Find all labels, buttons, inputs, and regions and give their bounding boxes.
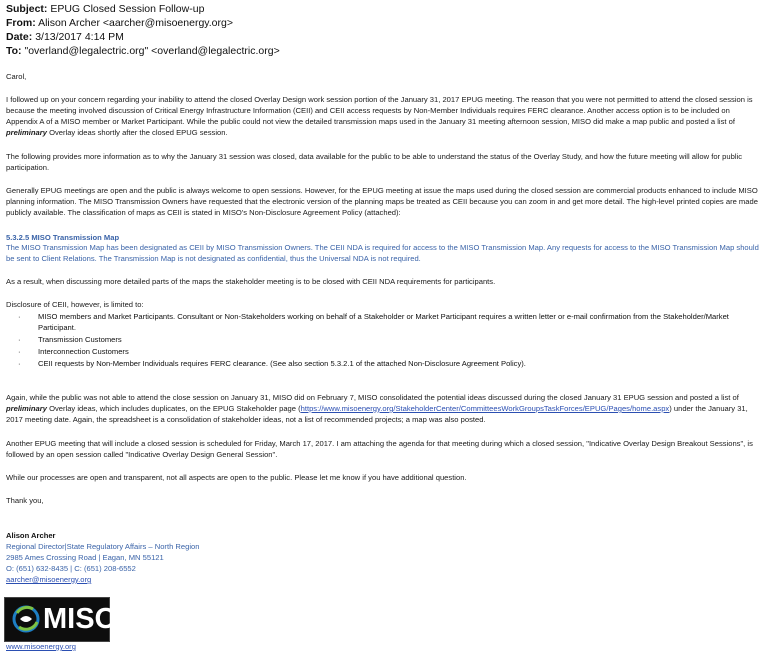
signature-address: 2985 Ames Crossing Road | Eagan, MN 55121 [6,553,164,562]
bullet-marker: · [18,312,21,321]
paragraph-1-emphasis: preliminary [6,127,47,137]
paragraph-2: The following provides more information as to why the January 31 session was closed, data available for the public to be able to understand the status of the Overlay Study, and how the future meeting will allow for public participation. [6,152,743,172]
paragraph-1-text-b: Overlay ideas shortly after the closed EPUG session. [46,127,228,137]
bullet-text: Interconnection Customers [38,347,129,356]
bullet-marker: · [18,335,21,344]
to-line [6,45,280,57]
paragraph-6-emphasis: preliminary [6,403,47,413]
website-link[interactable]: www.misoenergy.org [6,642,76,651]
paragraph-6-text-b: Overlay ideas, which includes duplicates, on the EPUG Stakeholder page ( [46,403,301,413]
section-quote: The MISO Transmission Map has been designated as CEII by MISO Transmission Owners. The CEII NDA is required for access to the MISO Transmission Map. Any requests for access to the MISO Transmission Map should be sent to Client Relations. The Transmission Map is not designated as confidential, thus the Universal NDA is not required. [6,243,759,263]
paragraph-8: While our processes are open and transparent, not all aspects are open to the public. Please let me know if you have additional question. [6,473,467,482]
bullet-marker: · [18,347,21,356]
signature-phone: O: (651) 632-8435 | C: (651) 208-6552 [6,564,136,573]
paragraph-3: Generally EPUG meetings are open and the public is always welcome to open sessions. However, for the EPUG meeting at issue the maps used during the closed session are commercial products enhanced to include MISO planning information. The MISO Transmission Owners have requested that the electronic version of the planning maps be treated as CEII because you can zoom in and get more detail. The high-level printed copies are made publicly available. The classification of maps as CEII is stated in MISO's Non-Disclosure Agreement Policy (attached): [6,186,758,217]
to-value: "overland@legalectric.org" <overland@legalectric.org> [24,45,280,57]
salutation: Carol, [6,72,27,81]
date-line [6,31,124,43]
signature-name: Alison Archer [6,531,56,540]
paragraph-4: As a result, when discussing more detailed parts of the maps the stakeholder meeting is to be closed with CEII NDA requirements for participants. [6,277,496,286]
subject-label: Subject: [6,3,48,15]
signature-email[interactable] [6,575,91,586]
to-label: To: [6,45,22,57]
from-line [6,17,233,29]
miso-logo-mark-icon [11,604,41,634]
website[interactable] [6,642,76,651]
subject-line [6,3,204,15]
bullet-text: Transmission Customers [38,335,122,344]
signature-title: Regional Director|State Regulatory Affairs – North Region [6,542,200,551]
email-link[interactable]: aarcher@misoenergy.org [6,575,92,584]
paragraph-5: Disclosure of CEII, however, is limited to: [6,300,144,309]
epug-stakeholder-link[interactable]: https://www.misoenergy.org/StakeholderCenter/CommitteesWorkGroupsTaskForces/EPUG/Pages/home.aspx [300,403,670,413]
from-label: From: [6,17,36,29]
paragraph-6 [6,393,762,426]
miso-logo [4,597,118,642]
miso-logo-text: MISO [43,603,118,635]
paragraph-7: Another EPUG meeting that will include a closed session is scheduled for Friday, March 17, 2017. I am attaching the agenda for that meeting during which a closed session, "Indicative Overlay Design Breakout Sessions", is followed by an open session called "Indicative Overlay Design General Session". [6,439,753,459]
paragraph-6-text-c: ) under the January 31, 2017 meeting date. Again, the spreadsheet is a consolidation of stakeholder ideas, not a list of recommended projects; a map was also posted. [6,403,748,424]
from-value: Alison Archer <aarcher@misoenergy.org> [38,17,233,29]
date-label: Date: [6,31,33,43]
closing: Thank you, [6,496,44,505]
bullet-marker: · [18,359,21,368]
paragraph-1-text-a: I followed up on your concern regarding your inability to attend the closed Overlay Design work session portion of the January 31, 2017 EPUG meeting. The reason that you were not permitted to attend the closed session is because the meeting involved discussion of Critical Energy Infrastructure Information (CEII) and CEII access requests by Non-Member Individuals requires FERC clearance. Another access option is to be included on Appendix A of a MISO member or Market Participant. While the public could not view the detailed transmission maps used in the January 31 meeting afternoon session, MISO did make a map public and posted a list of [6,95,753,126]
subject-value: EPUG Closed Session Follow-up [50,3,205,15]
date-value: 3/13/2017 4:14 PM [35,31,124,43]
paragraph-6-text-a: Again, while the public was not able to attend the close session on January 31, MISO did on February 7, MISO consolidated the potential ideas discussed during the closed January 31 EPUG session and posted a list of [6,393,739,402]
bullet-text: MISO members and Market Participants. Consultant or Non-Stakeholders working on behalf of a Stakeholder or Market Participant requires a written letter or e-mail confirmation from the Stakeholder/Market Participant. [38,312,729,332]
bullet-text: CEII requests by Non-Member Individuals requires FERC clearance. (See also section 5.3.2.1 of the attached Non-Disclosure Agreement Policy). [38,359,526,368]
section-title: 5.3.2.5 MISO Transmission Map [6,233,120,242]
paragraph-1 [6,95,762,139]
